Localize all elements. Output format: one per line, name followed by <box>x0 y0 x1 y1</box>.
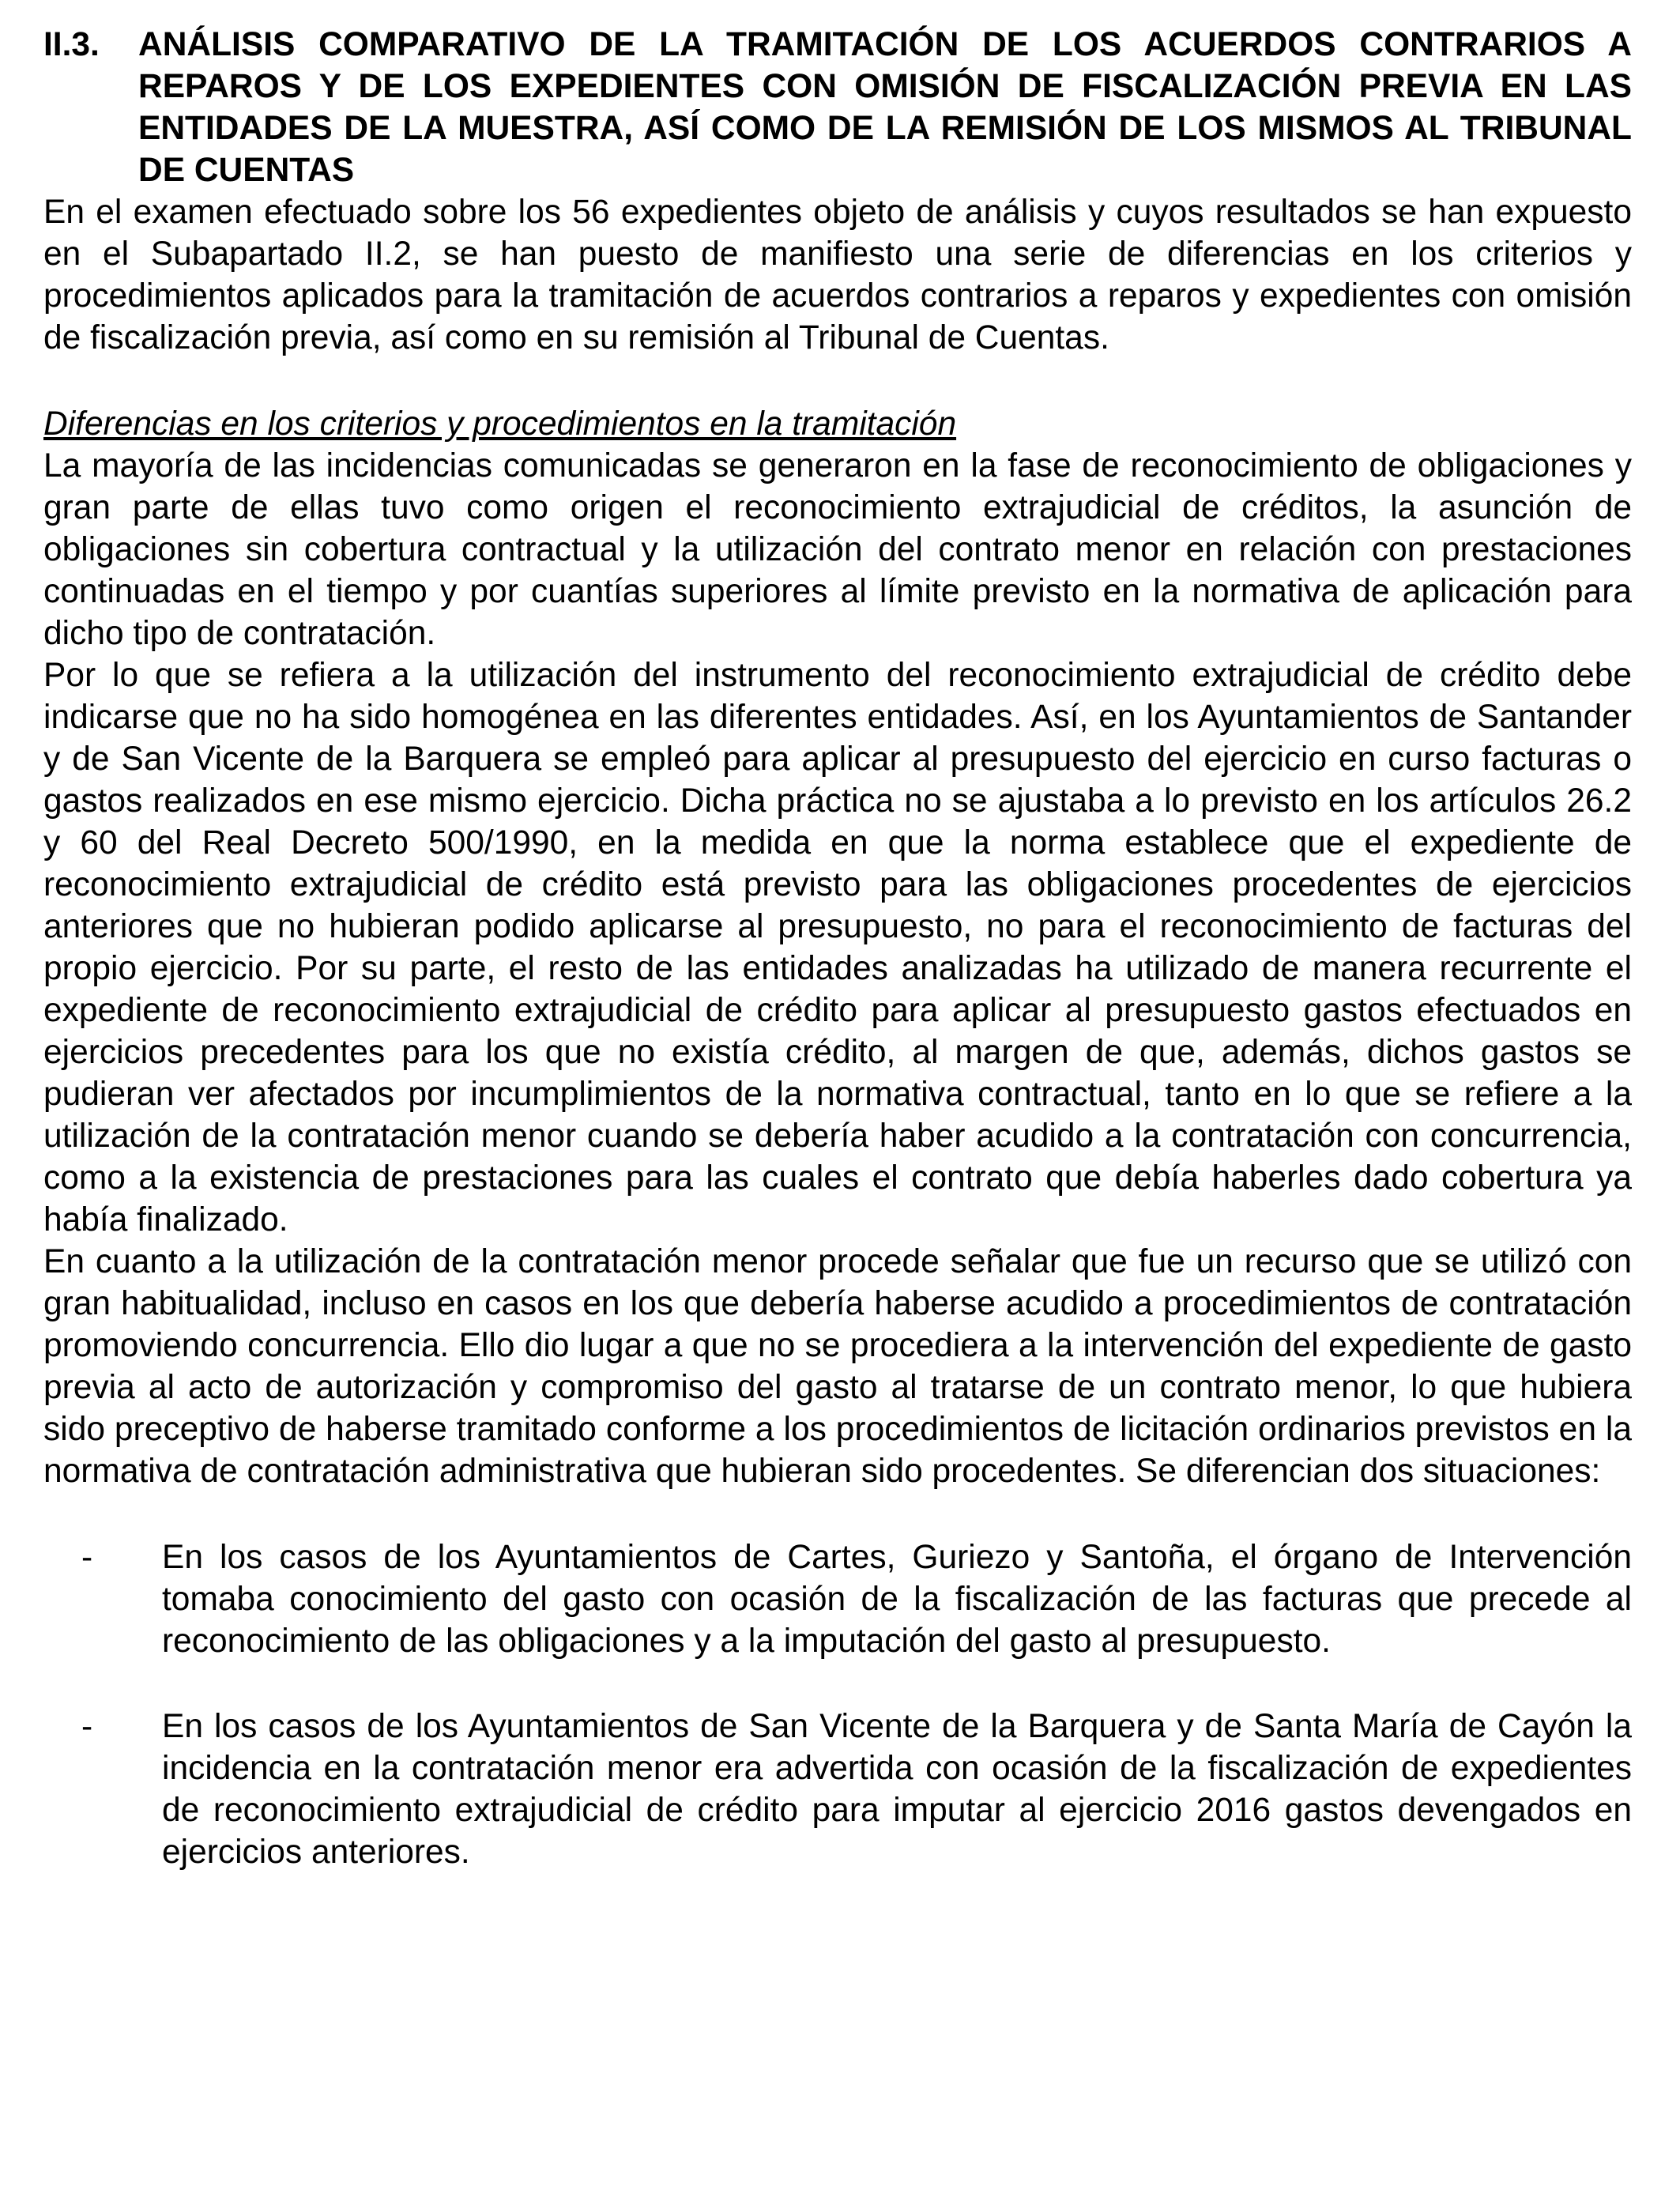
list-item <box>43 1706 1632 1873</box>
subsection-subtitle: Diferencias en los criterios y procedimientos en la tramitación <box>43 405 957 443</box>
bullet-text: En los casos de los Ayuntamientos de Cartes, Guriezo y Santoña, el órgano de Intervención tomaba conocimiento del gasto con ocasión de la fiscalización de las facturas que precede al reconocimiento de las obligaciones y a la imputación del gasto al presupuesto. <box>162 1539 1632 1660</box>
list-item <box>43 1536 1632 1662</box>
bullet-marker: - <box>81 1539 93 1576</box>
paragraph-incidencias: La mayoría de las incidencias comunicadas se generaron en la fase de reconocimiento de obligaciones y gran parte de ellas tuvo como origen el reconocimiento extrajudicial de créditos, la asunción de obligaciones sin cobertura contractual y la utilización del contrato menor en relación con prestaciones continuadas en el tiempo y por cuantías superiores al límite previsto en la normativa de aplicación para dicho tipo de contratación. <box>43 447 1632 652</box>
section-number: II.3. <box>43 26 100 63</box>
paragraph-intro: En el examen efectuado sobre los 56 expedientes objeto de análisis y cuyos resultados se han expuesto en el Subapartado II.2, se han puesto de manifiesto una serie de diferencias en los criterios y procedimientos aplicados para la tramitación de acuerdos contrarios a reparos y expedientes con omisión de fiscalización previa, así como en su remisión al Tribunal de Cuentas. <box>43 194 1632 356</box>
document-page <box>43 24 1632 1873</box>
bullet-marker: - <box>81 1708 93 1745</box>
paragraph-contratacion-menor: En cuanto a la utilización de la contratación menor procede señalar que fue un recurso que se utilizó con gran habitualidad, incluso en casos en los que debería haberse acudido a procedimientos de contratación promoviendo concurrencia. Ello dio lugar a que no se procediera a la intervención del expediente de gasto previa al acto de autorización y compromiso del gasto al tratarse de un contrato menor, lo que hubiera sido preceptivo de haberse tramitado conforme a los procedimientos de licitación ordinarios previstos en la normativa de contratación administrativa que hubieran sido procedentes. Se diferencian dos situaciones: <box>43 1243 1632 1490</box>
section-heading <box>43 24 1632 191</box>
paragraph-reconocimiento-extrajudicial: Por lo que se refiera a la utilización del instrumento del reconocimiento extrajudicial de crédito debe indicarse que no ha sido homogénea en las diferentes entidades. Así, en los Ayuntamientos de Santander y de San Vicente de la Barquera se empleó para aplicar al presupuesto del ejercicio en curso facturas o gastos realizados en ese mismo ejercicio. Dicha práctica no se ajustaba a lo previsto en los artículos 26.2 y 60 del Real Decreto 500/1990, en la medida en que la norma establece que el expediente de reconocimiento extrajudicial de crédito está previsto para las obligaciones procedentes de ejercicios anteriores que no hubieran podido aplicarse al presupuesto, no para el reconocimiento de facturas del propio ejercicio. Por su parte, el resto de las entidades analizadas ha utilizado de manera recurrente el expediente de reconocimiento extrajudicial de crédito para aplicar al presupuesto gastos efectuados en ejercicios precedentes para los que no existía crédito, al margen de que, además, dichos gastos se pudieran ver afectados por incumplimientos de la normativa contractual, tanto en lo que se refiere a la utilización de la contratación menor cuando se debería haber acudido a la contratación con concurrencia, como a la existencia de prestaciones para las cuales el contrato que debía haberles dado cobertura ya había finalizado. <box>43 657 1632 1238</box>
section-title: ANÁLISIS COMPARATIVO DE LA TRAMITACIÓN DE LOS ACUERDOS CONTRARIOS A REPAROS Y DE LOS EXPEDIENTES CON OMISIÓN DE FISCALIZACIÓN PREVIA EN LAS ENTIDADES DE LA MUESTRA, ASÍ COMO DE LA REMISIÓN DE LOS MISMOS AL TRIBUNAL DE CUENTAS <box>138 26 1632 189</box>
bullet-text: En los casos de los Ayuntamientos de San Vicente de la Barquera y de Santa María de Cayón la incidencia en la contratación menor era advertida con ocasión de la fiscalización de expedientes de reconocimiento extrajudicial de crédito para imputar al ejercicio 2016 gastos devengados en ejercicios anteriores. <box>162 1708 1632 1871</box>
